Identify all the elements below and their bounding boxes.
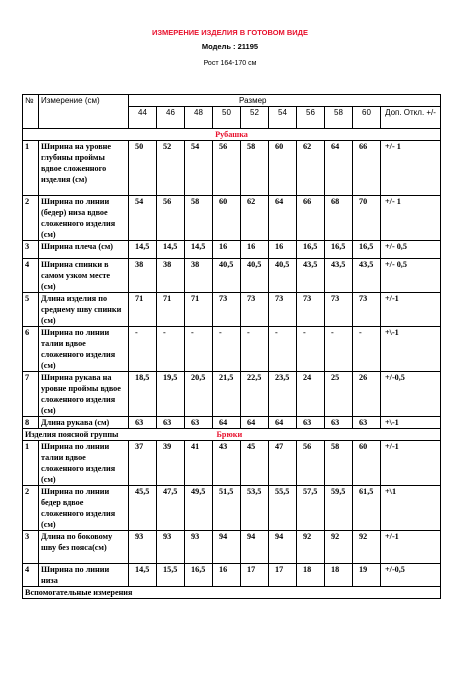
measurement-value: 53,5 bbox=[241, 486, 269, 531]
measurement-value: - bbox=[241, 327, 269, 372]
measurement-value: 94 bbox=[269, 531, 297, 564]
measurement-value: 64 bbox=[241, 417, 269, 429]
section-shirt: Рубашка bbox=[23, 129, 441, 141]
measurement-value: 14,5 bbox=[157, 241, 185, 259]
table-row bbox=[23, 372, 441, 417]
measurement-value: 71 bbox=[185, 293, 213, 327]
measurement-value: 24 bbox=[297, 372, 325, 417]
measurement-value: 16,5 bbox=[353, 241, 381, 259]
table-row bbox=[23, 141, 441, 196]
section-auxiliary: Вспомогательные измерения bbox=[23, 587, 441, 599]
measurement-value: 14,5 bbox=[185, 241, 213, 259]
measurement-value: 64 bbox=[325, 141, 353, 196]
measurement-value: 58 bbox=[241, 141, 269, 196]
table-row bbox=[23, 327, 441, 372]
measurement-value: 64 bbox=[269, 417, 297, 429]
table-row bbox=[23, 241, 441, 259]
measurement-value: - bbox=[185, 327, 213, 372]
measurement-value: 54 bbox=[129, 196, 157, 241]
measurement-value: 73 bbox=[269, 293, 297, 327]
measurement-value: 40,5 bbox=[213, 259, 241, 293]
measurement-value: 63 bbox=[353, 417, 381, 429]
measurement-value: 57,5 bbox=[297, 486, 325, 531]
measurement-value: 25 bbox=[325, 372, 353, 417]
col-header-size: Размер bbox=[129, 95, 441, 107]
measurement-value: 47 bbox=[269, 441, 297, 486]
height-label: Рост 164-170 см bbox=[203, 60, 257, 67]
measurement-value: 41 bbox=[185, 441, 213, 486]
measurement-value: 43,5 bbox=[353, 259, 381, 293]
measurement-value: 92 bbox=[297, 531, 325, 564]
measurement-value: - bbox=[297, 327, 325, 372]
measurement-value: 66 bbox=[353, 141, 381, 196]
measurement-value: 18 bbox=[325, 564, 353, 587]
measurement-value: 22,5 bbox=[241, 372, 269, 417]
size-header-52: 52 bbox=[241, 107, 269, 129]
measurement-value: 94 bbox=[213, 531, 241, 564]
measurement-name: Ширина по линии талии вдвое сложенного изделия (см) bbox=[39, 441, 129, 486]
tolerance-value: +\-1 bbox=[381, 417, 441, 429]
measurement-value: 59,5 bbox=[325, 486, 353, 531]
col-header-tolerance: Доп. Откл. +/- bbox=[381, 107, 441, 129]
measurement-value: 55,5 bbox=[269, 486, 297, 531]
measurement-value: 58 bbox=[185, 196, 213, 241]
table-row bbox=[23, 486, 441, 531]
measurement-value: 19,5 bbox=[157, 372, 185, 417]
measurement-name: Ширина рукава на уровне проймы вдвое сложенного изделия (см) bbox=[39, 372, 129, 417]
measurement-value: 16 bbox=[241, 241, 269, 259]
measurement-value: 14,5 bbox=[129, 564, 157, 587]
measurement-value: 56 bbox=[297, 441, 325, 486]
measurement-value: 47,5 bbox=[157, 486, 185, 531]
measurement-value: 38 bbox=[157, 259, 185, 293]
size-chart-table bbox=[22, 94, 441, 599]
measurement-value: 16,5 bbox=[325, 241, 353, 259]
tolerance-value: +\-1 bbox=[381, 327, 441, 372]
measurement-value: 38 bbox=[185, 259, 213, 293]
tolerance-value: +/-0,5 bbox=[381, 564, 441, 587]
size-header-56: 56 bbox=[297, 107, 325, 129]
measurement-name: Ширина по линии низа bbox=[39, 564, 129, 587]
measurement-value: 40,5 bbox=[241, 259, 269, 293]
measurement-value: 54 bbox=[185, 141, 213, 196]
measurement-value: - bbox=[157, 327, 185, 372]
measurement-name: Длина по боковому шву без пояса(см) bbox=[39, 531, 129, 564]
measurement-name: Ширина по линии бедер вдвое сложенного изделия (см) bbox=[39, 486, 129, 531]
section-pants: Брюки bbox=[213, 429, 441, 441]
measurement-value: 73 bbox=[213, 293, 241, 327]
measurement-value: 64 bbox=[269, 196, 297, 241]
table-row bbox=[23, 196, 441, 241]
measurement-value: 18 bbox=[297, 564, 325, 587]
tolerance-value: +/- 1 bbox=[381, 196, 441, 241]
tolerance-value: +/- 0,5 bbox=[381, 259, 441, 293]
measurement-value: 62 bbox=[297, 141, 325, 196]
measurement-value: 73 bbox=[297, 293, 325, 327]
measurement-value: 21,5 bbox=[213, 372, 241, 417]
measurement-value: 60 bbox=[269, 141, 297, 196]
measurement-value: 50 bbox=[129, 141, 157, 196]
table-row bbox=[23, 531, 441, 564]
measurement-value: 17 bbox=[269, 564, 297, 587]
measurement-value: 18,5 bbox=[129, 372, 157, 417]
measurement-value: 62 bbox=[241, 196, 269, 241]
measurement-value: - bbox=[129, 327, 157, 372]
measurement-value: 40,5 bbox=[269, 259, 297, 293]
row-number: 3 bbox=[23, 531, 39, 564]
measurement-value: 14,5 bbox=[129, 241, 157, 259]
size-header-50: 50 bbox=[213, 107, 241, 129]
measurement-value: 73 bbox=[353, 293, 381, 327]
measurement-value: 52 bbox=[157, 141, 185, 196]
tolerance-value: +/- 0,5 bbox=[381, 241, 441, 259]
col-header-no: № bbox=[23, 95, 39, 129]
row-number: 7 bbox=[23, 372, 39, 417]
measurement-name: Ширина спинки в самом узком месте (см) bbox=[39, 259, 129, 293]
measurement-value: 45 bbox=[241, 441, 269, 486]
measurement-value: 16 bbox=[213, 241, 241, 259]
measurement-name: Ширина по линии (бедер) низа вдвое сложенного изделия (см) bbox=[39, 196, 129, 241]
measurement-value: 16,5 bbox=[185, 564, 213, 587]
tolerance-value: +/-1 bbox=[381, 293, 441, 327]
row-number: 2 bbox=[23, 196, 39, 241]
row-number: 8 bbox=[23, 417, 39, 429]
table-row bbox=[23, 417, 441, 429]
measurement-value: 15,5 bbox=[157, 564, 185, 587]
measurement-value: 37 bbox=[129, 441, 157, 486]
measurement-value: 16 bbox=[213, 564, 241, 587]
measurement-value: 63 bbox=[129, 417, 157, 429]
measurement-value: 61,5 bbox=[353, 486, 381, 531]
measurement-value: 43,5 bbox=[297, 259, 325, 293]
size-header-60: 60 bbox=[353, 107, 381, 129]
measurement-name: Ширина по линии талии вдвое сложенного изделия (см) bbox=[39, 327, 129, 372]
measurement-value: 60 bbox=[213, 196, 241, 241]
measurement-value: 26 bbox=[353, 372, 381, 417]
document-title: ИЗМЕРЕНИЕ ИЗДЕЛИЯ В ГОТОВОМ ВИДЕ bbox=[151, 28, 309, 37]
measurement-value: 63 bbox=[297, 417, 325, 429]
measurement-value: 49,5 bbox=[185, 486, 213, 531]
table-row bbox=[23, 564, 441, 587]
tolerance-value: +\1 bbox=[381, 486, 441, 531]
size-header-46: 46 bbox=[157, 107, 185, 129]
measurement-name: Длина изделия по среднему шву спинки (см) bbox=[39, 293, 129, 327]
measurement-value: 93 bbox=[185, 531, 213, 564]
measurement-value: 23,5 bbox=[269, 372, 297, 417]
row-number: 6 bbox=[23, 327, 39, 372]
measurement-value: 56 bbox=[213, 141, 241, 196]
measurement-value: 39 bbox=[157, 441, 185, 486]
measurement-value: 94 bbox=[241, 531, 269, 564]
tolerance-value: +/-0,5 bbox=[381, 372, 441, 417]
table-row bbox=[23, 293, 441, 327]
measurement-value: 64 bbox=[213, 417, 241, 429]
measurement-value: 56 bbox=[157, 196, 185, 241]
measurement-value: 43 bbox=[213, 441, 241, 486]
col-header-measure: Измерение (см) bbox=[39, 95, 129, 129]
measurement-value: - bbox=[269, 327, 297, 372]
measurement-value: 93 bbox=[129, 531, 157, 564]
tolerance-value: +/-1 bbox=[381, 531, 441, 564]
measurement-value: - bbox=[353, 327, 381, 372]
measurement-value: 38 bbox=[129, 259, 157, 293]
measurement-value: 63 bbox=[157, 417, 185, 429]
measurement-value: 68 bbox=[325, 196, 353, 241]
tolerance-value: +/- 1 bbox=[381, 141, 441, 196]
measurement-value: 92 bbox=[325, 531, 353, 564]
measurement-value: 58 bbox=[325, 441, 353, 486]
measurement-value: 63 bbox=[185, 417, 213, 429]
size-header-48: 48 bbox=[185, 107, 213, 129]
measurement-value: 16 bbox=[269, 241, 297, 259]
measurement-value: 19 bbox=[353, 564, 381, 587]
row-number: 4 bbox=[23, 259, 39, 293]
measurement-value: - bbox=[213, 327, 241, 372]
measurement-name: Длина рукава (см) bbox=[39, 417, 129, 429]
measurement-value: 16,5 bbox=[297, 241, 325, 259]
size-header-54: 54 bbox=[269, 107, 297, 129]
measurement-value: 70 bbox=[353, 196, 381, 241]
measurement-value: 71 bbox=[157, 293, 185, 327]
measurement-value: - bbox=[325, 327, 353, 372]
table-row bbox=[23, 259, 441, 293]
measurement-value: 17 bbox=[241, 564, 269, 587]
row-number: 3 bbox=[23, 241, 39, 259]
measurement-name: Ширина плеча (см) bbox=[39, 241, 129, 259]
row-number: 4 bbox=[23, 564, 39, 587]
measurement-value: 73 bbox=[325, 293, 353, 327]
measurement-value: 93 bbox=[157, 531, 185, 564]
row-number: 1 bbox=[23, 141, 39, 196]
row-number: 1 bbox=[23, 441, 39, 486]
measurement-value: 92 bbox=[353, 531, 381, 564]
model-label: Модель : 21195 bbox=[201, 42, 259, 51]
measurement-value: 71 bbox=[129, 293, 157, 327]
measurement-value: 20,5 bbox=[185, 372, 213, 417]
section-waist-group: Изделия поясной группы bbox=[23, 429, 213, 441]
tolerance-value: +/-1 bbox=[381, 441, 441, 486]
row-number: 5 bbox=[23, 293, 39, 327]
table-row bbox=[23, 441, 441, 486]
row-number: 2 bbox=[23, 486, 39, 531]
measurement-value: 60 bbox=[353, 441, 381, 486]
measurement-value: 43,5 bbox=[325, 259, 353, 293]
measurement-value: 66 bbox=[297, 196, 325, 241]
size-header-44: 44 bbox=[129, 107, 157, 129]
measurement-value: 73 bbox=[241, 293, 269, 327]
measurement-value: 45,5 bbox=[129, 486, 157, 531]
size-header-58: 58 bbox=[325, 107, 353, 129]
measurement-name: Ширина на уровне глубины проймы вдвое сложенного изделия (см) bbox=[39, 141, 129, 196]
measurement-value: 63 bbox=[325, 417, 353, 429]
measurement-value: 51,5 bbox=[213, 486, 241, 531]
